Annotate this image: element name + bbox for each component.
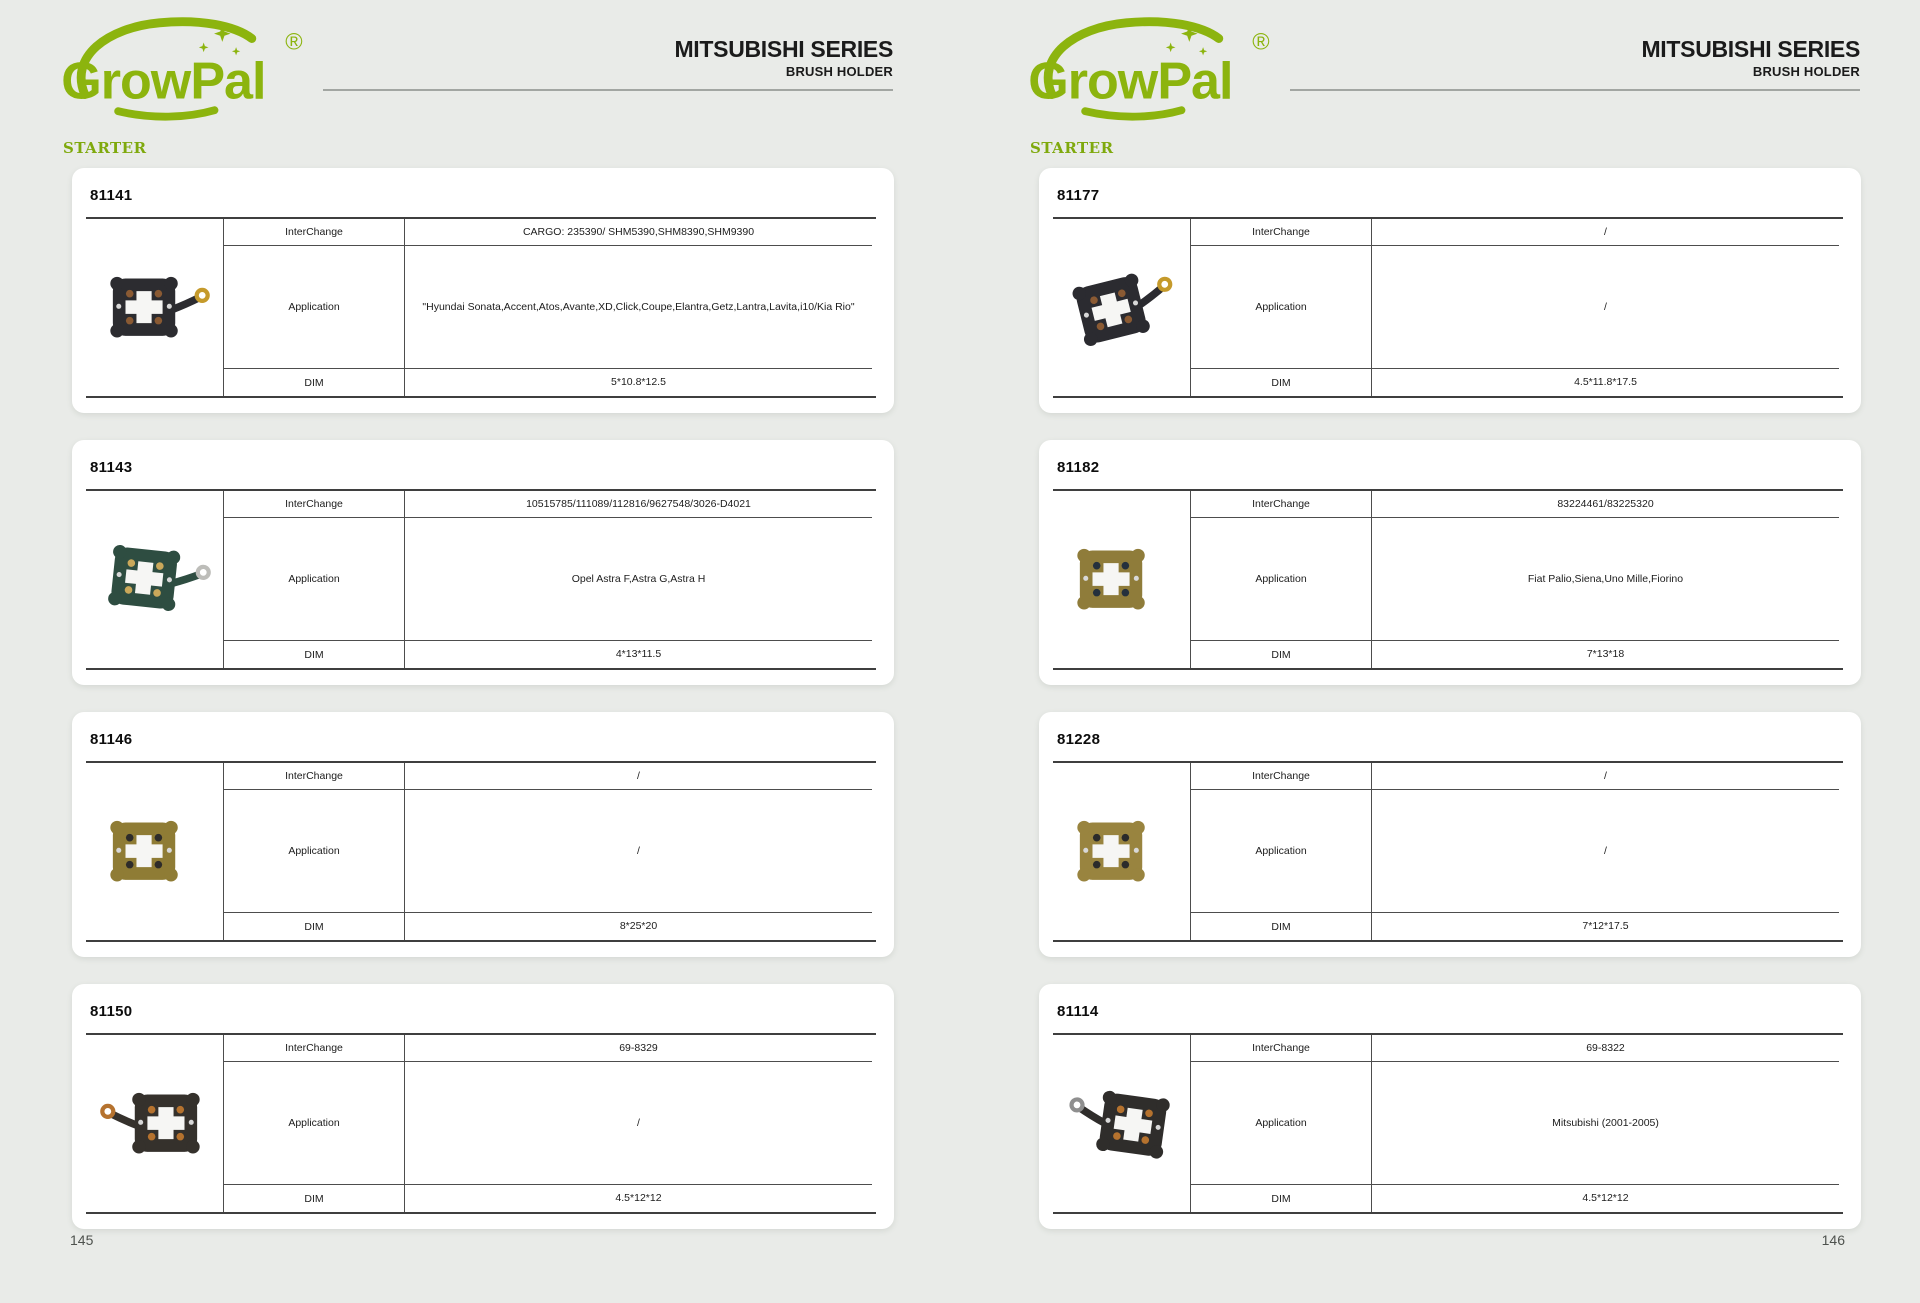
page-number: 146 (1821, 1232, 1845, 1248)
application-value: Mitsubishi (2001-2005) (1372, 1062, 1839, 1185)
brush-holder-photo (96, 1081, 214, 1167)
product-card (1039, 984, 1861, 1229)
dim-value: 4.5*11.8*17.5 (1574, 376, 1637, 389)
spec-table (1053, 217, 1843, 398)
application-value: / (405, 790, 872, 913)
interchange-label: InterChange (224, 763, 405, 790)
application-value: Opel Astra F,Astra G,Astra H (405, 518, 872, 641)
application-value: / (1372, 246, 1839, 369)
product-card (72, 440, 894, 685)
interchange-value: 83224461/83225320 (1372, 491, 1839, 518)
interchange-label: InterChange (1191, 219, 1372, 246)
spec-table (86, 761, 876, 942)
product-photo-cell (86, 1035, 224, 1212)
growpal-logo (1022, 12, 1280, 124)
dim-value: 8*25*20 (619, 920, 658, 933)
dim-value: 7*13*18 (1586, 648, 1625, 661)
interchange-label: InterChange (224, 491, 405, 518)
product-photo-cell (86, 219, 224, 396)
product-card (72, 168, 894, 413)
product-card (72, 984, 894, 1229)
page-title-block (1641, 36, 1860, 80)
spec-table (1053, 1033, 1843, 1214)
product-photo-cell (1053, 219, 1191, 396)
part-number: 81150 (90, 1003, 133, 1020)
interchange-value: 69-8329 (405, 1035, 872, 1062)
growpal-logo (55, 12, 313, 124)
page-title-block (674, 36, 893, 80)
section-label-starter: STARTER (63, 139, 147, 157)
page-subtitle: BRUSH HOLDER (785, 64, 893, 79)
application-value: Fiat Palio,Siena,Uno Mille,Fiorino (1372, 518, 1839, 641)
product-card (1039, 168, 1861, 413)
brush-holder-photo (1054, 252, 1189, 364)
interchange-label: InterChange (1191, 763, 1372, 790)
page-title: MITSUBISHI SERIES (1641, 36, 1860, 62)
spec-table (86, 489, 876, 670)
page-title: MITSUBISHI SERIES (674, 36, 893, 62)
interchange-value: 10515785/111089/112816/9627548/3026-D4021 (405, 491, 872, 518)
product-photo-cell (1053, 491, 1191, 668)
interchange-label: InterChange (1191, 491, 1372, 518)
page-number: 145 (70, 1232, 94, 1248)
spec-table (1053, 489, 1843, 670)
application-label: Application (1191, 246, 1372, 369)
interchange-label: InterChange (1191, 1035, 1372, 1062)
dim-label: DIM (224, 913, 405, 940)
dim-label: DIM (224, 641, 405, 668)
header-rule (1290, 89, 1860, 91)
dim-value: 5*10.8*12.5 (611, 376, 666, 389)
dim-label: DIM (224, 1185, 405, 1212)
brush-holder-photo (1057, 1073, 1186, 1175)
part-number: 81143 (90, 459, 133, 476)
dim-value: 4*13*11.5 (615, 648, 662, 661)
dim-value: 4.5*12*12 (615, 1192, 662, 1205)
product-photo-cell (86, 763, 224, 940)
application-label: Application (224, 790, 405, 913)
part-number: 81141 (90, 187, 133, 204)
dim-label: DIM (1191, 913, 1372, 940)
product-photo-cell (1053, 763, 1191, 940)
part-number: 81114 (1057, 1003, 1099, 1020)
dim-value: 7*12*17.5 (1582, 920, 1629, 933)
brush-holder-photo (96, 265, 214, 351)
dim-label: DIM (224, 369, 405, 396)
section-label-starter: STARTER (1030, 139, 1114, 157)
interchange-value: / (1372, 219, 1839, 246)
application-value: / (405, 1062, 872, 1185)
application-label: Application (1191, 790, 1372, 913)
dim-label: DIM (1191, 641, 1372, 668)
interchange-value: CARGO: 235390/ SHM5390,SHM8390,SHM9390 (405, 219, 872, 246)
spec-table (1053, 761, 1843, 942)
page-subtitle: BRUSH HOLDER (1752, 64, 1860, 79)
part-number: 81228 (1057, 731, 1101, 748)
dim-label: DIM (1191, 1185, 1372, 1212)
spec-table (86, 1033, 876, 1214)
interchange-value: / (1372, 763, 1839, 790)
interchange-label: InterChange (224, 219, 405, 246)
product-photo-cell (86, 491, 224, 668)
interchange-label: InterChange (224, 1035, 405, 1062)
application-label: Application (224, 1062, 405, 1185)
spec-table (86, 217, 876, 398)
product-card (1039, 440, 1861, 685)
brush-holder-photo (96, 809, 214, 895)
product-photo-cell (1053, 1035, 1191, 1212)
part-number: 81177 (1057, 187, 1100, 204)
application-label: Application (1191, 1062, 1372, 1185)
dim-label: DIM (1191, 369, 1372, 396)
catalog-page-right (1022, 0, 1862, 1303)
interchange-value: 69-8322 (1372, 1035, 1839, 1062)
application-label: Application (1191, 518, 1372, 641)
catalog-page-left (55, 0, 895, 1303)
dim-value: 4.5*12*12 (1582, 1192, 1629, 1205)
application-label: Application (224, 246, 405, 369)
part-number: 81146 (90, 731, 133, 748)
brush-holder-photo (1063, 537, 1181, 623)
header-rule (323, 89, 893, 91)
product-card (72, 712, 894, 957)
product-card (1039, 712, 1861, 957)
brush-holder-photo (1063, 809, 1181, 895)
brush-holder-photo (91, 531, 217, 629)
interchange-value: / (405, 763, 872, 790)
application-value: / (1372, 790, 1839, 913)
application-label: Application (224, 518, 405, 641)
application-value: "Hyundai Sonata,Accent,Atos,Avante,XD,Click,Coupe,Elantra,Getz,Lantra,Lavita,i10/Kia Rio" (405, 246, 872, 369)
part-number: 81182 (1057, 459, 1100, 476)
